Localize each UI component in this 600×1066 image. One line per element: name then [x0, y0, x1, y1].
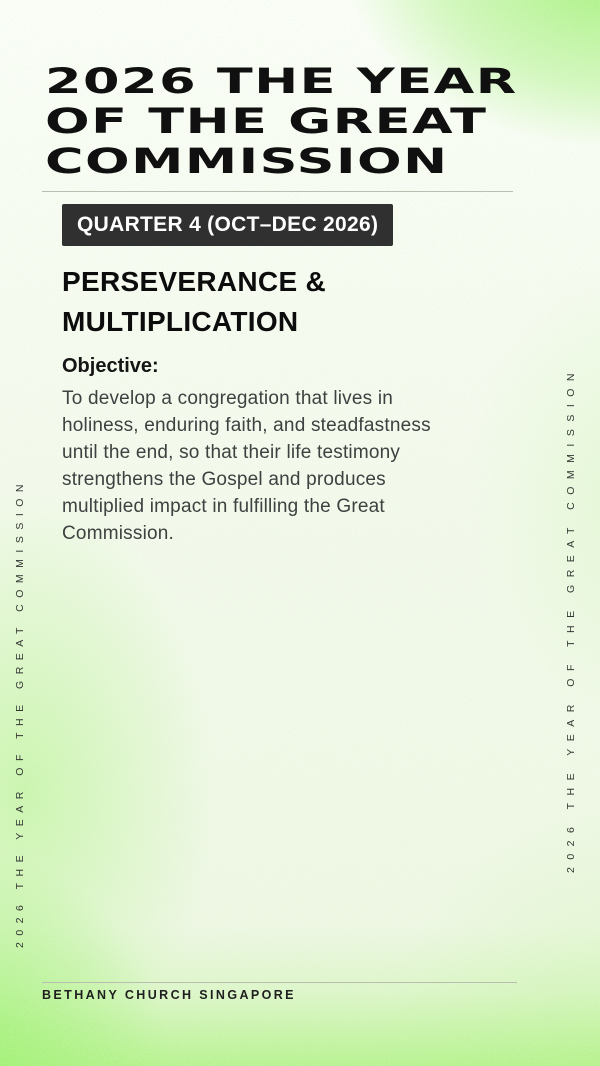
quarter-badge	[62, 204, 393, 246]
objective-text-line: strengthens the Gospel and produces	[62, 469, 386, 490]
objective-section	[62, 355, 540, 547]
objective-text-line: until the end, so that their life testimony	[62, 442, 401, 463]
theme-heading	[62, 262, 326, 342]
page-title-line-1: 2026 THE YEAR	[45, 62, 518, 102]
page-title-line-3: COMMISSION	[45, 142, 449, 182]
title-divider	[42, 191, 513, 192]
theme-heading-line-1: PERSEVERANCE &	[62, 266, 327, 297]
objective-text-line: Commission.	[62, 523, 174, 544]
theme-heading-line-2: MULTIPLICATION	[62, 306, 299, 337]
page-title-line-2: OF THE GREAT	[45, 102, 488, 142]
objective-text	[62, 385, 540, 547]
footer-divider	[42, 982, 517, 983]
quarter-badge-label: QUARTER 4 (OCT–DEC 2026)	[77, 213, 379, 236]
objective-text-line: To develop a congregation that lives in	[62, 388, 394, 409]
side-text-right: 2026 THE YEAR OF THE GREAT COMMISSION	[565, 366, 577, 874]
objective-label: Objective:	[62, 355, 159, 377]
objective-text-line: holiness, enduring faith, and steadfastness	[62, 415, 431, 436]
objective-text-line: multiplied impact in fulfilling the Great	[62, 496, 385, 517]
page-title	[45, 62, 518, 182]
side-text-left: 2026 THE YEAR OF THE GREAT COMMISSION	[14, 478, 26, 949]
footer-text: BETHANY CHURCH SINGAPORE	[42, 988, 296, 1002]
